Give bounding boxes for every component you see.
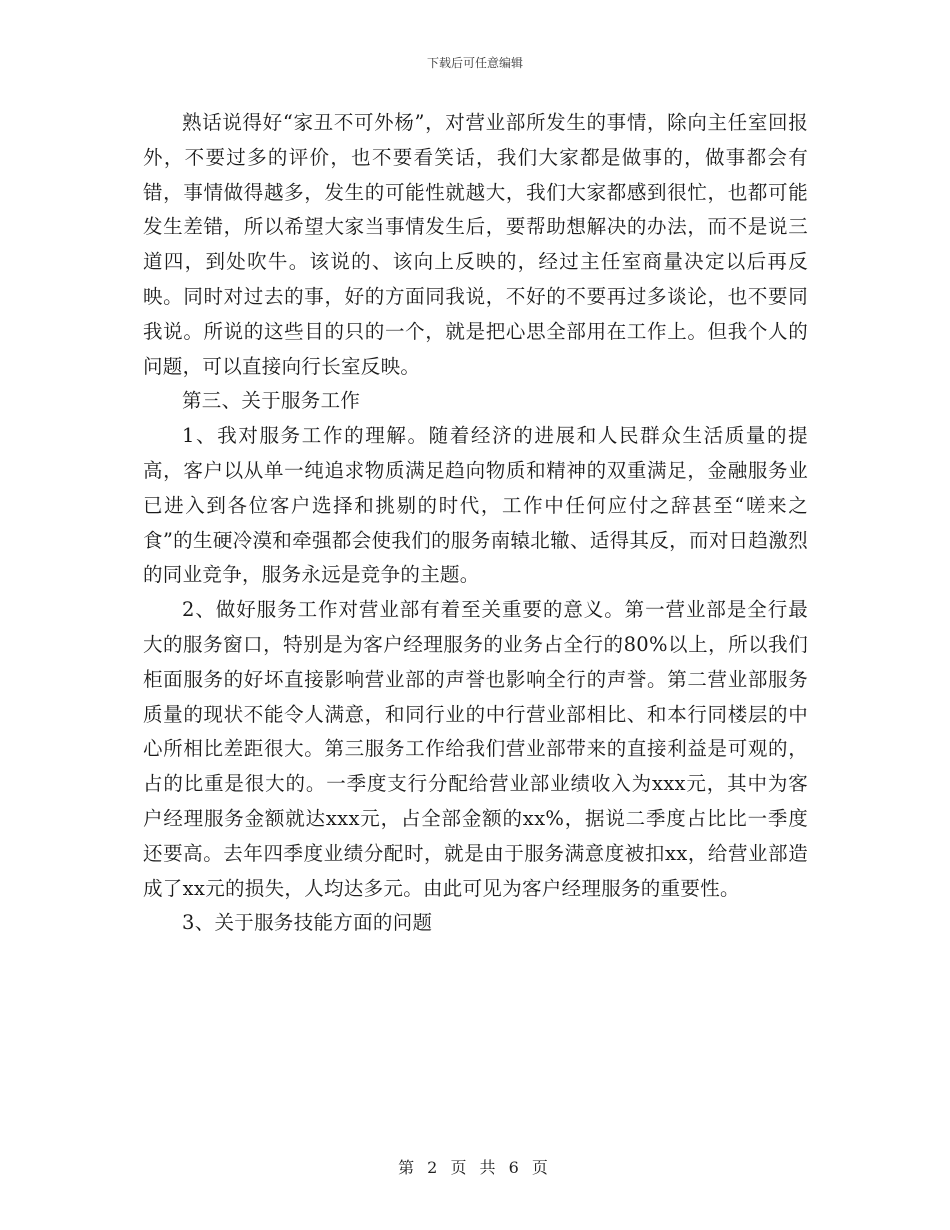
paragraph-family-affairs: 熟话说得好“家丑不可外杨”，对营业部所发生的事情，除向主任室回报外，不要过多的评价，也不要看笑话，我们大家都是做事的，做事都会有错，事情做得越多，发生的可能性就越大，我们大家都感到很忙，也都可能发生差错，所以希望大家当事情发生后，要帮助想解决的办法，而不是说三道四，到处吹牛。该说的、该向上反映的，经过主任室商量决定以后再反映。同时对过去的事，好的方面同我说，不好的不要再过多谈论，也不要同我说。所说的这些目的只的一个，就是把心思全部用在工作上。但我个人的问题，可以直接向行长室反映。 [143, 111, 808, 378]
page-footer: 第 2 页 共 6 页 [398, 1158, 552, 1177]
paragraph-service-understanding: 1、我对服务工作的理解。随着经济的进展和人民群众生活质量的提高，客户以从单一纯追求物质满足趋向物质和精神的双重满足，金融服务业已进入到各位客户选择和挑剔的时代，工作中任何应付之辞甚至“嗟来之食”的生硬冷漠和牵强都会使我们的服务南辕北辙、适得其反，而对日趋激烈的同业竞争，服务永远是竞争的主题。 [143, 424, 808, 587]
section-heading-service: 第三、关于服务工作 [182, 389, 361, 413]
paragraph-service-importance: 2、做好服务工作对营业部有着至关重要的意义。第一营业部是全行最大的服务窗口，特别是为客户经理服务的业务占全行的80%以上，所以我们柜面服务的好坏直接影响营业部的声誉也影响全行的声誉。第二营业部服务质量的现状不能令人满意，和同行业的中行营业部相比、和本行同楼层的中心所相比差距很大。第三服务工作给我们营业部带来的直接利益是可观的，占的比重是很大的。一季度支行分配给营业部业绩收入为xxx元，其中为客户经理服务金额就达xxx元，占全部金额的xx%，据说二季度占比比一季度还要高。去年四季度业绩分配时，就是由于服务满意度被扣xx，给营业部造成了xx元的损失，人均达多元。由此可见为客户经理服务的重要性。 [143, 598, 808, 900]
document-body [143, 106, 808, 941]
page-header: 下载后可任意编辑 [426, 56, 523, 70]
paragraph-service-skills: 3、关于服务技能方面的问题 [182, 911, 433, 935]
